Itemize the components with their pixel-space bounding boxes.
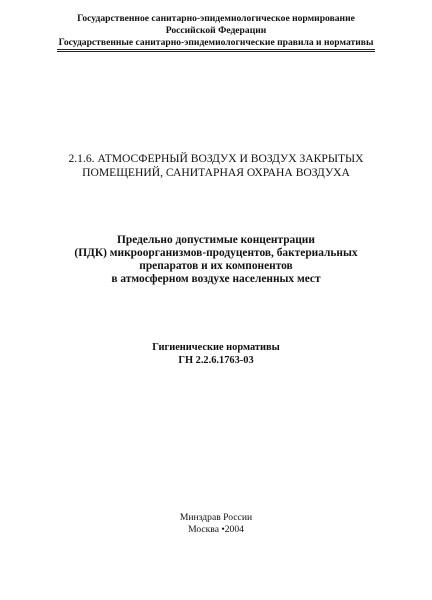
header-line-1: Государственное санитарно-эпидемиологическое нормирование [77, 13, 355, 24]
section-line-2: ПОМЕЩЕНИЙ, САНИТАРНАЯ ОХРАНА ВОЗДУХА [82, 166, 350, 179]
document-title [0, 234, 432, 286]
title-line-3: препаратов и их компонентов [139, 260, 293, 272]
publisher-block [0, 512, 432, 536]
section-line-1: 2.1.6. АТМОСФЕРНЫЙ ВОЗДУХ И ВОЗДУХ ЗАКРЫТЫХ [68, 152, 364, 165]
document-header [0, 13, 432, 49]
title-line-4: в атмосферном воздухе населенных мест [111, 273, 321, 285]
header-line-3: Государственные санитарно-эпидемиологические правила и нормативы [58, 37, 374, 48]
header-divider-top [57, 49, 375, 50]
title-line-2: (ПДК) микроорганизмов-продуцентов, бактериальных [74, 247, 358, 259]
title-line-1: Предельно допустимые концентрации [117, 234, 315, 246]
document-type [0, 341, 432, 367]
doc-code: ГН 2.2.6.1763-03 [178, 355, 254, 366]
publisher-org: Минздрав России [179, 512, 253, 523]
header-divider-bottom [57, 51, 375, 52]
publisher-place-year: Москва •2004 [188, 524, 244, 535]
doc-type-name: Гигиенические нормативы [152, 342, 280, 353]
header-line-2: Российской Федерации [165, 25, 267, 36]
section-heading [0, 152, 432, 180]
